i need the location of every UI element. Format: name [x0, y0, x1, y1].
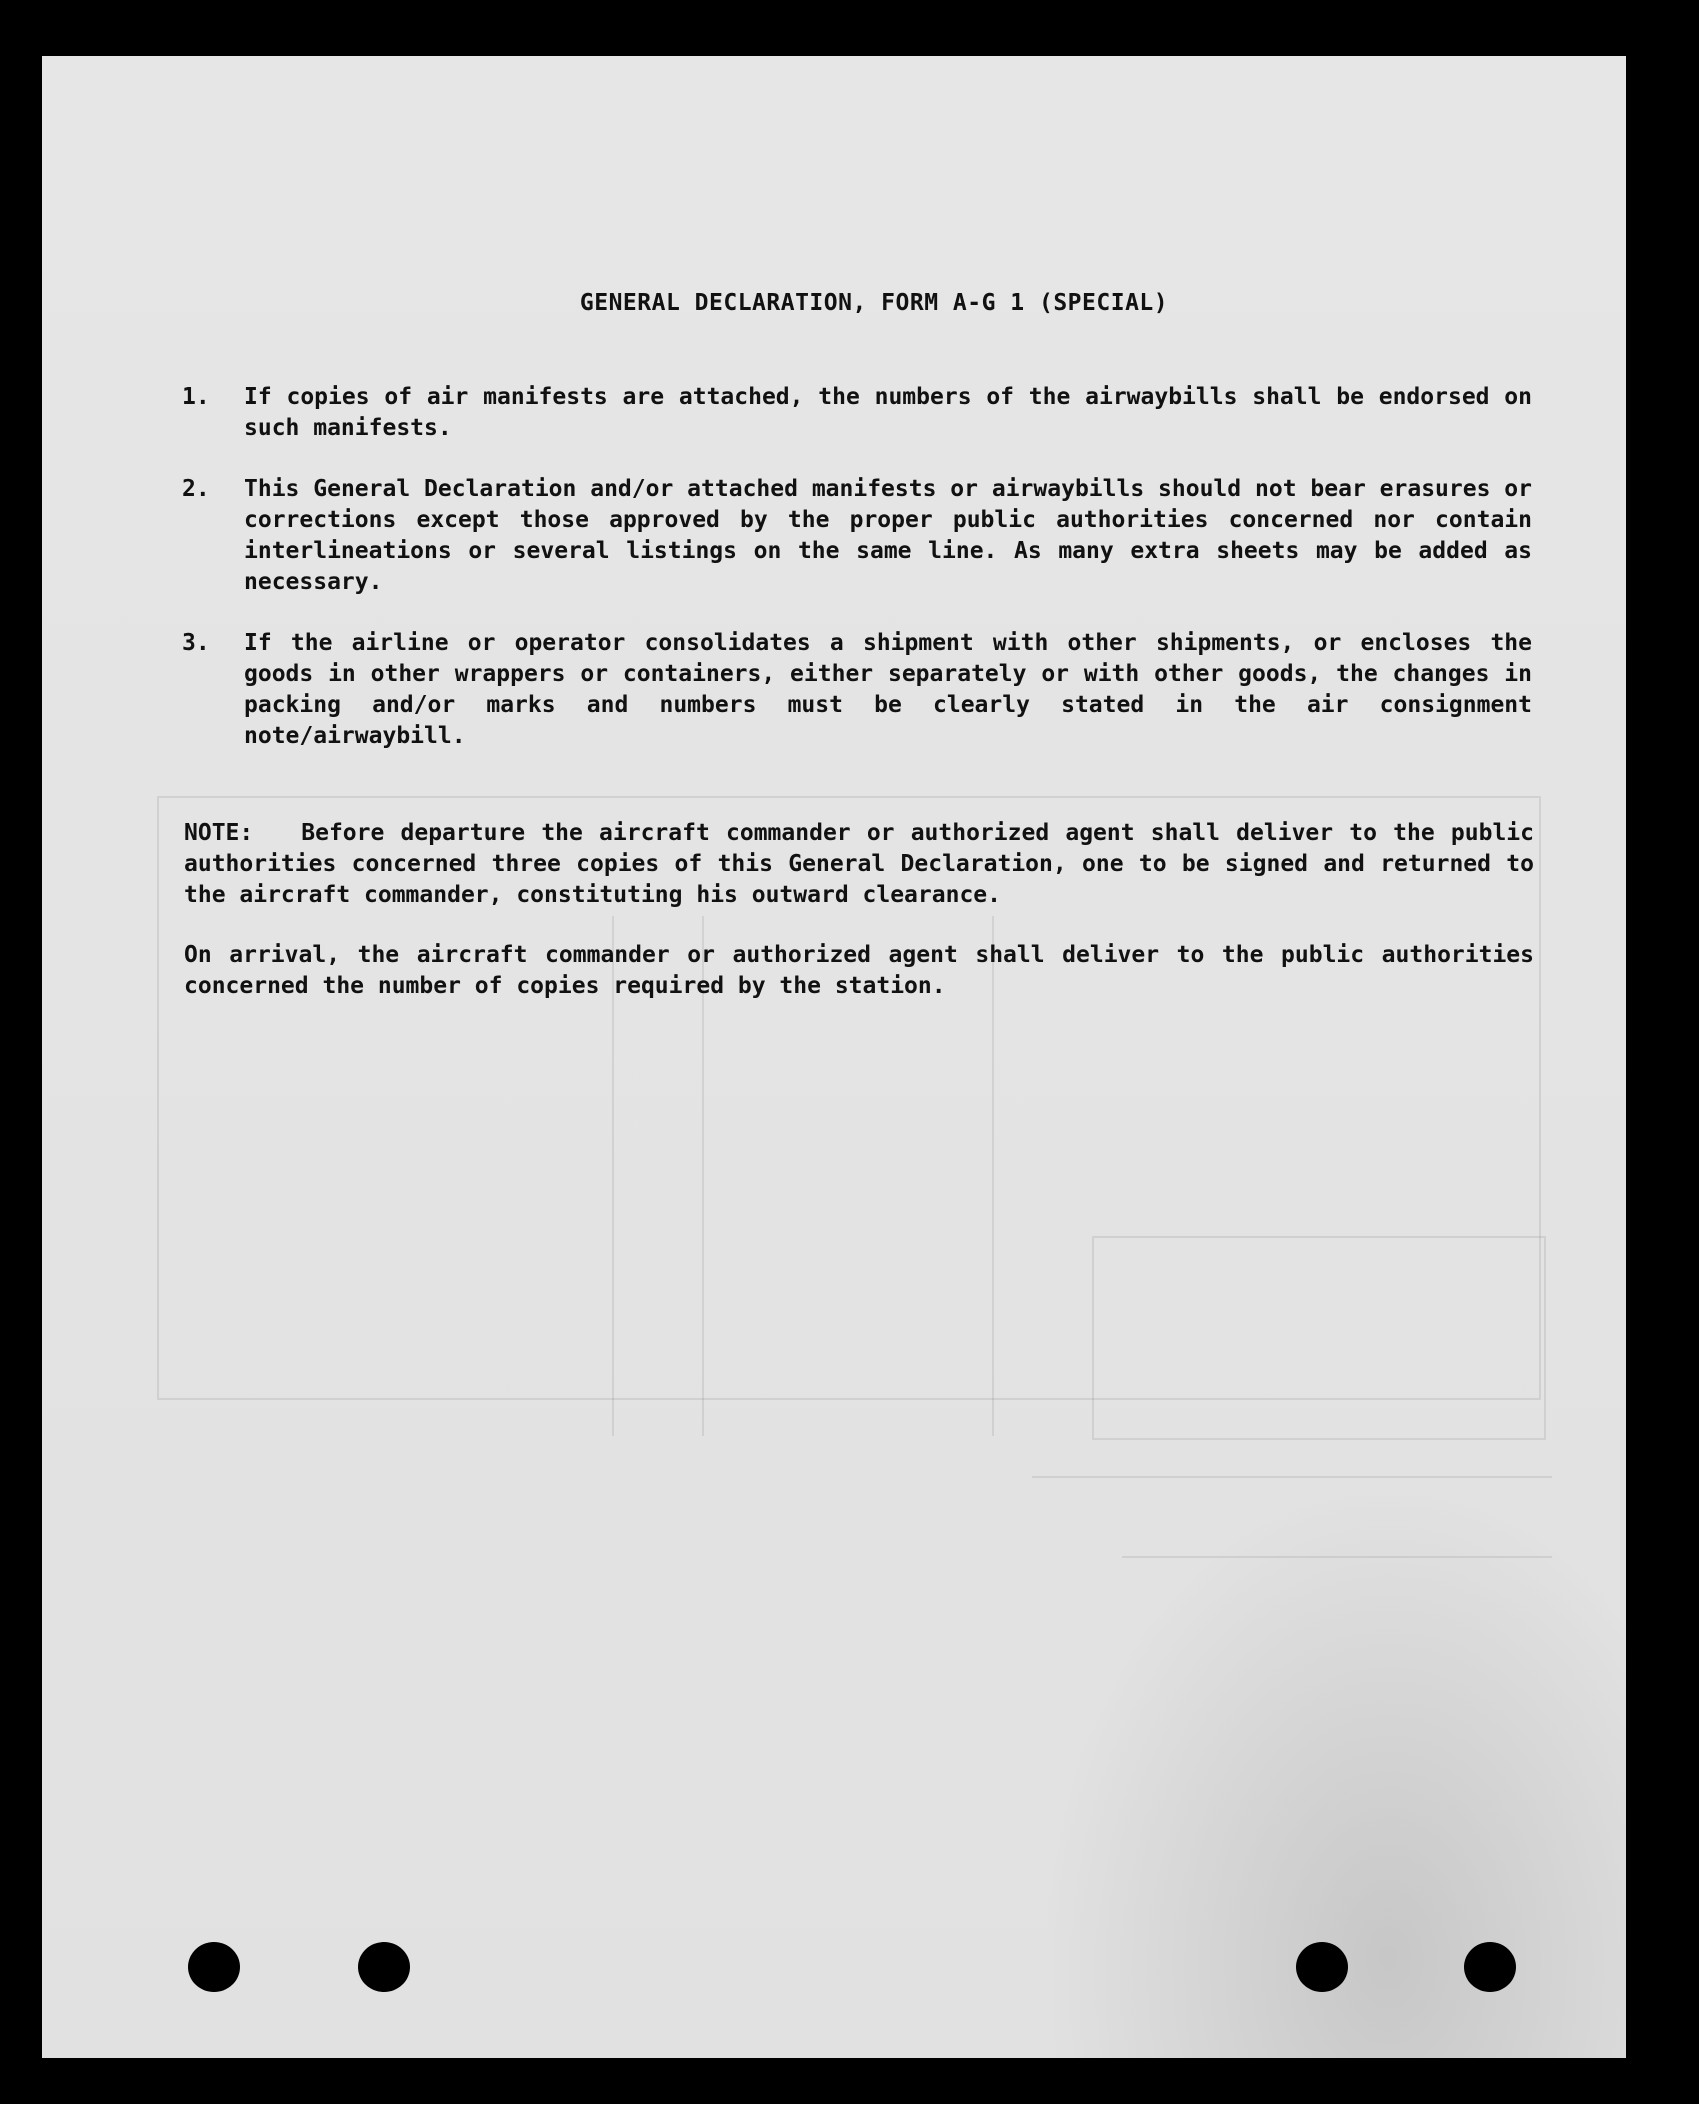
item-number: 1. [182, 384, 210, 410]
bleed-through-box [1092, 1236, 1546, 1440]
bleed-through-rule [1032, 1476, 1552, 1478]
note-section [184, 818, 1534, 1031]
item-text: If the airline or operator consolidates a shipment with other shipments, or encloses the goods in other wrappers or containers, either separately or with other goods, the changes in packing and/or marks and numbers must be clearly stated in the air consignment note/airwaybill. [244, 630, 1532, 749]
instructions-list [182, 382, 1532, 782]
item-number: 2. [182, 476, 210, 502]
item-text: This General Declaration and/or attached manifests or airwaybills should not bear erasures or corrections except those approved by the proper public authorities concerned nor contain interlineations or several listings on the same line. As many extra sheets may be added as necessary. [244, 476, 1532, 595]
punch-hole [1464, 1942, 1516, 1992]
list-item [182, 382, 1532, 444]
note-paragraph [184, 818, 1534, 911]
note-text: Before departure the aircraft commander or authorized agent shall deliver to the public authorities concerned three copies of this General Declaration, one to be signed and returned to the aircraft commander, constituting his outward clearance. [184, 820, 1534, 908]
item-number: 3. [182, 630, 210, 656]
document-page [42, 56, 1626, 2058]
note-label: NOTE: [184, 820, 254, 846]
bleed-through-rule [1122, 1556, 1552, 1558]
list-item [182, 474, 1532, 598]
list-item [182, 628, 1532, 752]
page-title: GENERAL DECLARATION, FORM A-G 1 (SPECIAL) [579, 290, 1169, 316]
arrival-paragraph: On arrival, the aircraft commander or authorized agent shall deliver to the public authorities concerned the number of copies required by the station. [184, 942, 1534, 999]
punch-hole [1296, 1942, 1348, 1992]
punch-hole [358, 1942, 410, 1992]
punch-hole [188, 1942, 240, 1992]
item-text: If copies of air manifests are attached, the numbers of the airwaybills shall be endorsed on such manifests. [244, 384, 1532, 441]
